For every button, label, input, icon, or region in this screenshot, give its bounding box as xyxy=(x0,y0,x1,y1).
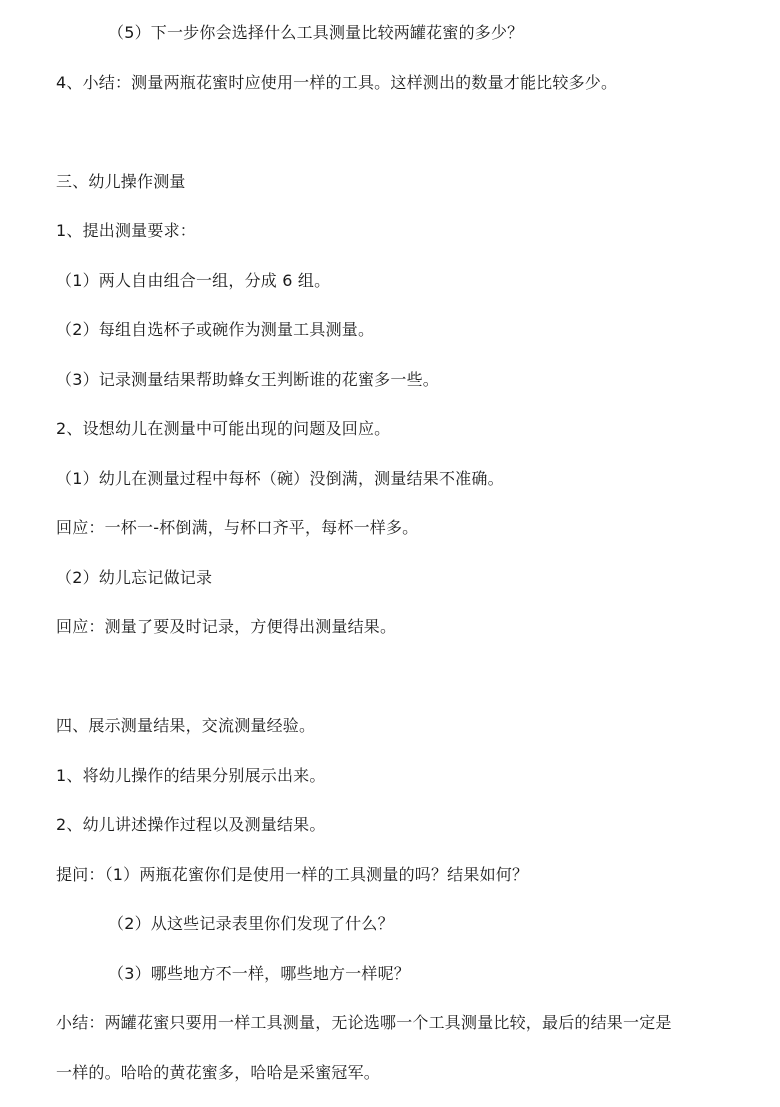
text-line: （1）幼儿在测量过程中每杯（碗）没倒满，测量结果不准确。 xyxy=(56,469,504,488)
text-line: 1、将幼儿操作的结果分别展示出来。 xyxy=(56,766,326,785)
section-heading: 三、幼儿操作测量 xyxy=(56,172,186,191)
text-line: 提问：（1）两瓶花蜜你们是使用一样的工具测量的吗？结果如何？ xyxy=(56,865,529,884)
text-line: 2、设想幼儿在测量中可能出现的问题及回应。 xyxy=(56,419,391,438)
text-line: （2）幼儿忘记做记录 xyxy=(56,568,213,587)
text-line: 2、幼儿讲述操作过程以及测量结果。 xyxy=(56,815,326,834)
text-line: 回应：测量了要及时记录，方便得出测量结果。 xyxy=(56,617,397,636)
text-line: （3）哪些地方不一样，哪些地方一样呢？ xyxy=(108,964,410,983)
text-line: 小结：两罐花蜜只要用一样工具测量，无论选哪一个工具测量比较，最后的结果一定是 xyxy=(56,1013,672,1032)
text-line: （5）下一步你会选择什么工具测量比较两罐花蜜的多少？ xyxy=(108,23,524,42)
text-line: （3）记录测量结果帮助蜂女王判断谁的花蜜多一些。 xyxy=(56,370,439,389)
text-line: 4、小结：测量两瓶花蜜时应使用一样的工具。这样测出的数量才能比较多少。 xyxy=(56,73,618,92)
text-line: 1、提出测量要求： xyxy=(56,221,196,240)
section-heading: 四、展示测量结果，交流测量经验。 xyxy=(56,716,316,735)
text-line: 一样的。哈哈的黄花蜜多，哈哈是采蜜冠军。 xyxy=(56,1063,381,1082)
text-line: （1）两人自由组合一组，分成 6 组。 xyxy=(56,271,331,290)
text-line: （2）每组自选杯子或碗作为测量工具测量。 xyxy=(56,320,375,339)
text-line: 回应：一杯一-杯倒满，与杯口齐平，每杯一样多。 xyxy=(56,518,419,537)
text-line: （2）从这些记录表里你们发现了什么？ xyxy=(108,914,394,933)
